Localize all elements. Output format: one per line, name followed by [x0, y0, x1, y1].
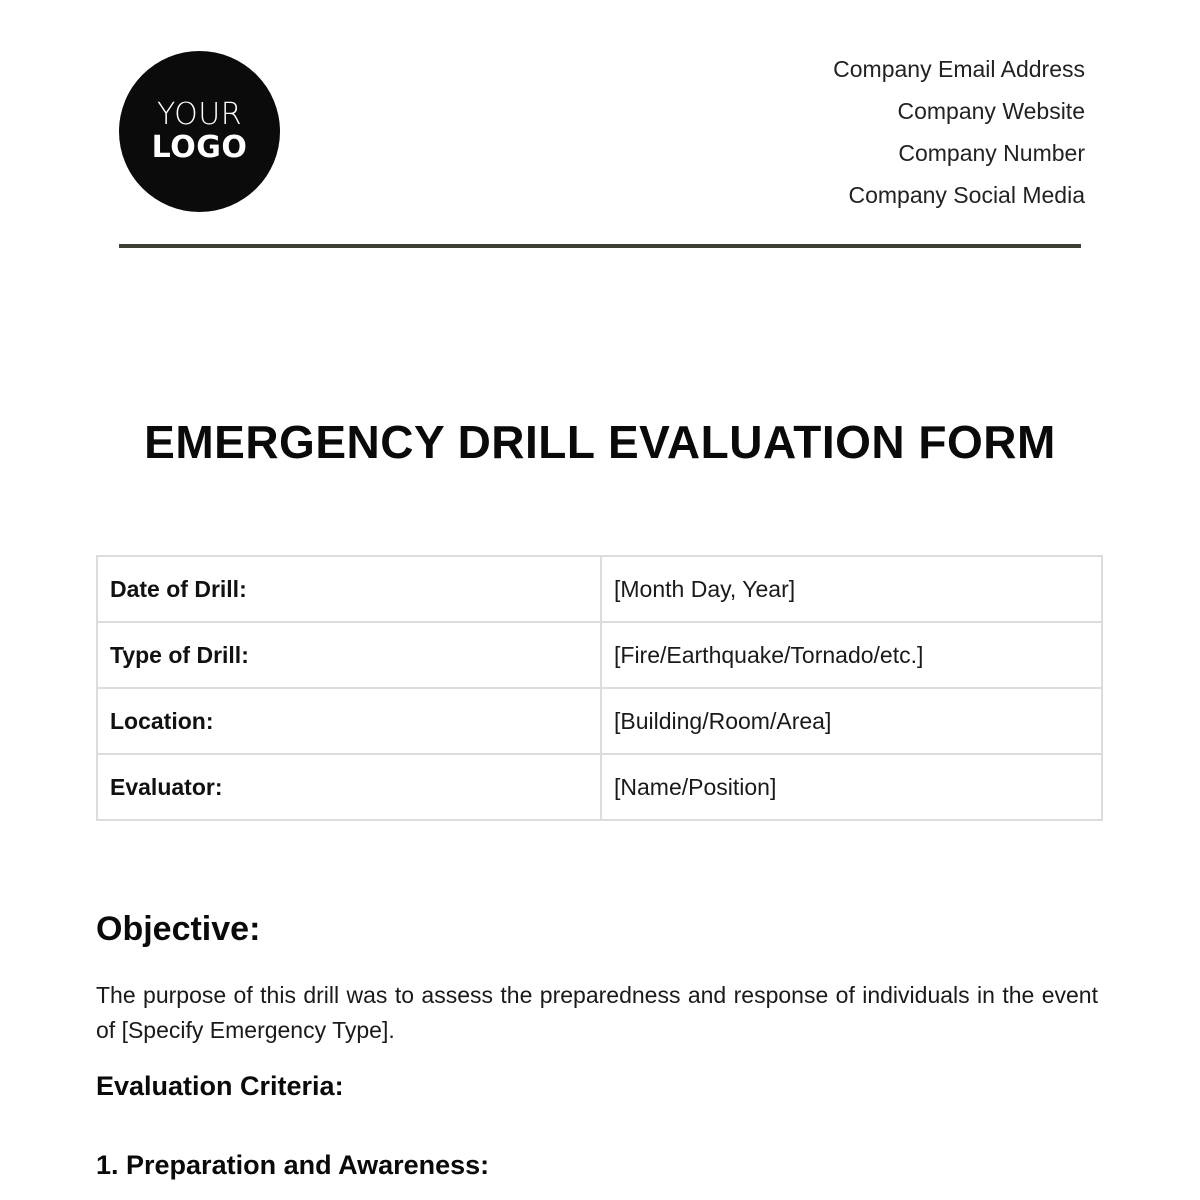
company-website: Company Website — [897, 98, 1085, 124]
company-social-media: Company Social Media — [848, 182, 1085, 208]
evaluator-label: Evaluator: — [97, 754, 601, 820]
location-label: Location: — [97, 688, 601, 754]
date-of-drill-value[interactable]: [Month Day, Year] — [601, 556, 1102, 622]
preparation-awareness-heading: 1. Preparation and Awareness: — [96, 1150, 490, 1180]
objective-text: The purpose of this drill was to assess the preparedness and response of individuals in the event of [Specify Emergency Type]. — [96, 982, 1098, 1043]
evaluation-criteria-heading: Evaluation Criteria: — [96, 1071, 344, 1101]
type-of-drill-label: Type of Drill: — [97, 622, 601, 688]
company-email: Company Email Address — [833, 56, 1085, 82]
table-row — [97, 688, 1102, 754]
table-row — [97, 754, 1102, 820]
header-divider — [119, 244, 1081, 248]
table-row — [97, 556, 1102, 622]
company-logo — [119, 51, 280, 212]
type-of-drill-value[interactable]: [Fire/Earthquake/Tornado/etc.] — [601, 622, 1102, 688]
logo-line-your: YOUR — [156, 96, 243, 132]
company-number: Company Number — [898, 140, 1085, 166]
drill-info-table — [96, 555, 1103, 821]
objective-heading: Objective: — [96, 910, 261, 948]
table-row — [97, 622, 1102, 688]
page-title: EMERGENCY DRILL EVALUATION FORM — [144, 416, 1056, 468]
date-of-drill-label: Date of Drill: — [97, 556, 601, 622]
location-value[interactable]: [Building/Room/Area] — [601, 688, 1102, 754]
company-contact-block — [833, 52, 1085, 220]
logo-line-logo: LOGO — [151, 129, 248, 165]
evaluator-value[interactable]: [Name/Position] — [601, 754, 1102, 820]
